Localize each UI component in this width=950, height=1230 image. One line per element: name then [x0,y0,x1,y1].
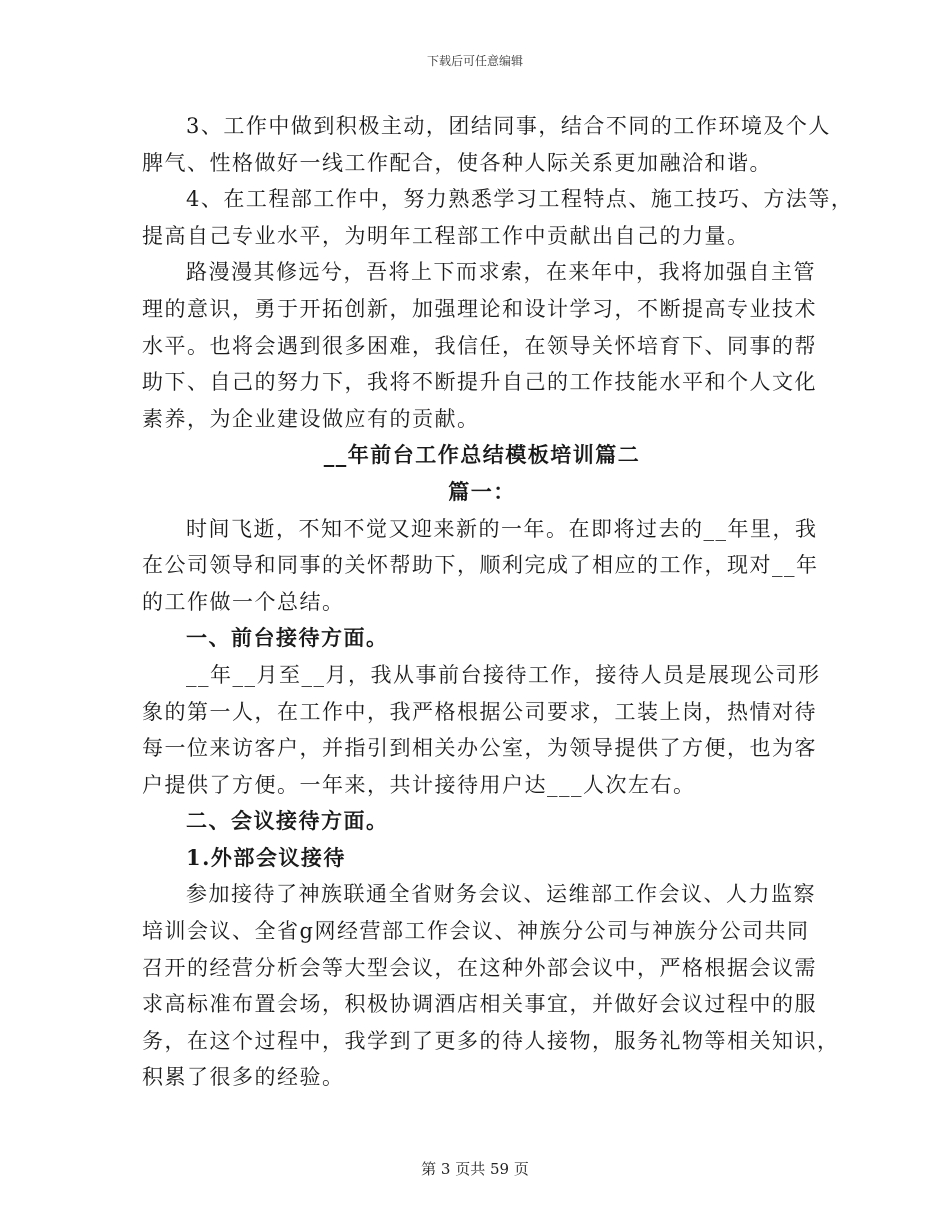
document-body [142,108,854,1096]
paragraph-line: 4、在工程部工作中，努力熟悉学习工程特点、施工技巧、方法等， [186,187,854,212]
paragraph-line: 的工作做一个总结。 [142,589,345,614]
paragraph-line: 提高自己专业水平，为明年工程部工作中贡献出自己的力量。 [142,223,750,248]
paragraph-line: 脾气、性格做好一线工作配合，使各种人际关系更加融洽和谐。 [142,150,772,175]
paragraph-line: 理的意识，勇于开拓创新，加强理论和设计学习，不断提高专业技术 [142,296,817,321]
paragraph-line: __年__月至__月，我从事前台接待工作，接待人员是展现公司形 [186,662,821,687]
subsection-title: 篇一： [448,478,516,504]
paragraph-line: 召开的经营分析会等大型会议，在这种外部会议中，严格根据会议需 [142,955,817,980]
paragraph-line: 象的第一人，在工作中，我严格根据公司要求，工装上岗，热情对待 [142,699,817,724]
paragraph-line: 素养，为企业建设做应有的贡献。 [142,406,480,431]
paragraph-line: 参加接待了神族联通全省财务会议、运维部工作会议、人力监察 [186,882,816,907]
paragraph-line: 助下、自己的努力下，我将不断提升自己的工作技能水平和个人文化 [142,370,817,395]
subsection-heading: 1.外部会议接待 [186,844,346,870]
paragraph-line: 务，在这个过程中，我学到了更多的待人接物，服务礼物等相关知识， [142,1028,840,1053]
page-number: 第 3 页共 59 页 [421,1160,529,1178]
paragraph-line: 3、工作中做到积极主动，团结同事，结合不同的工作环境及个人 [186,114,831,138]
paragraph-line: 求高标准布置会场，积极协调酒店相关事宜，并做好会议过程中的服 [142,992,817,1017]
paragraph-line: 时间飞逝，不知不觉又迎来新的一年。在即将过去的__年里，我 [186,516,818,541]
paragraph-line: 路漫漫其修远兮，吾将上下而求索，在来年中，我将加强自主管 [186,260,816,285]
paragraph-line: 每一位来访客户，并指引到相关办公室，为领导提供了方便，也为客 [142,736,817,761]
header-note: 下载后可任意编辑 [426,54,523,68]
section-title: __年前台工作总结模板培训篇二 [323,442,641,468]
section-heading: 一、前台接待方面。 [186,625,389,651]
paragraph-line: 培训会议、全省g网经营部工作会议、神族分公司与神族分公司共同 [142,919,810,944]
paragraph-line: 积累了很多的经验。 [142,1065,345,1090]
paragraph-line: 在公司领导和同事的关怀帮助下，顺利完成了相应的工作，现对__年 [142,553,819,578]
section-heading: 二、会议接待方面。 [186,808,389,834]
paragraph-line: 水平。也将会遇到很多困难，我信任，在领导关怀培育下、同事的帮 [142,333,817,358]
paragraph-line: 户提供了方便。一年来，共计接待用户达___人次左右。 [142,772,696,797]
